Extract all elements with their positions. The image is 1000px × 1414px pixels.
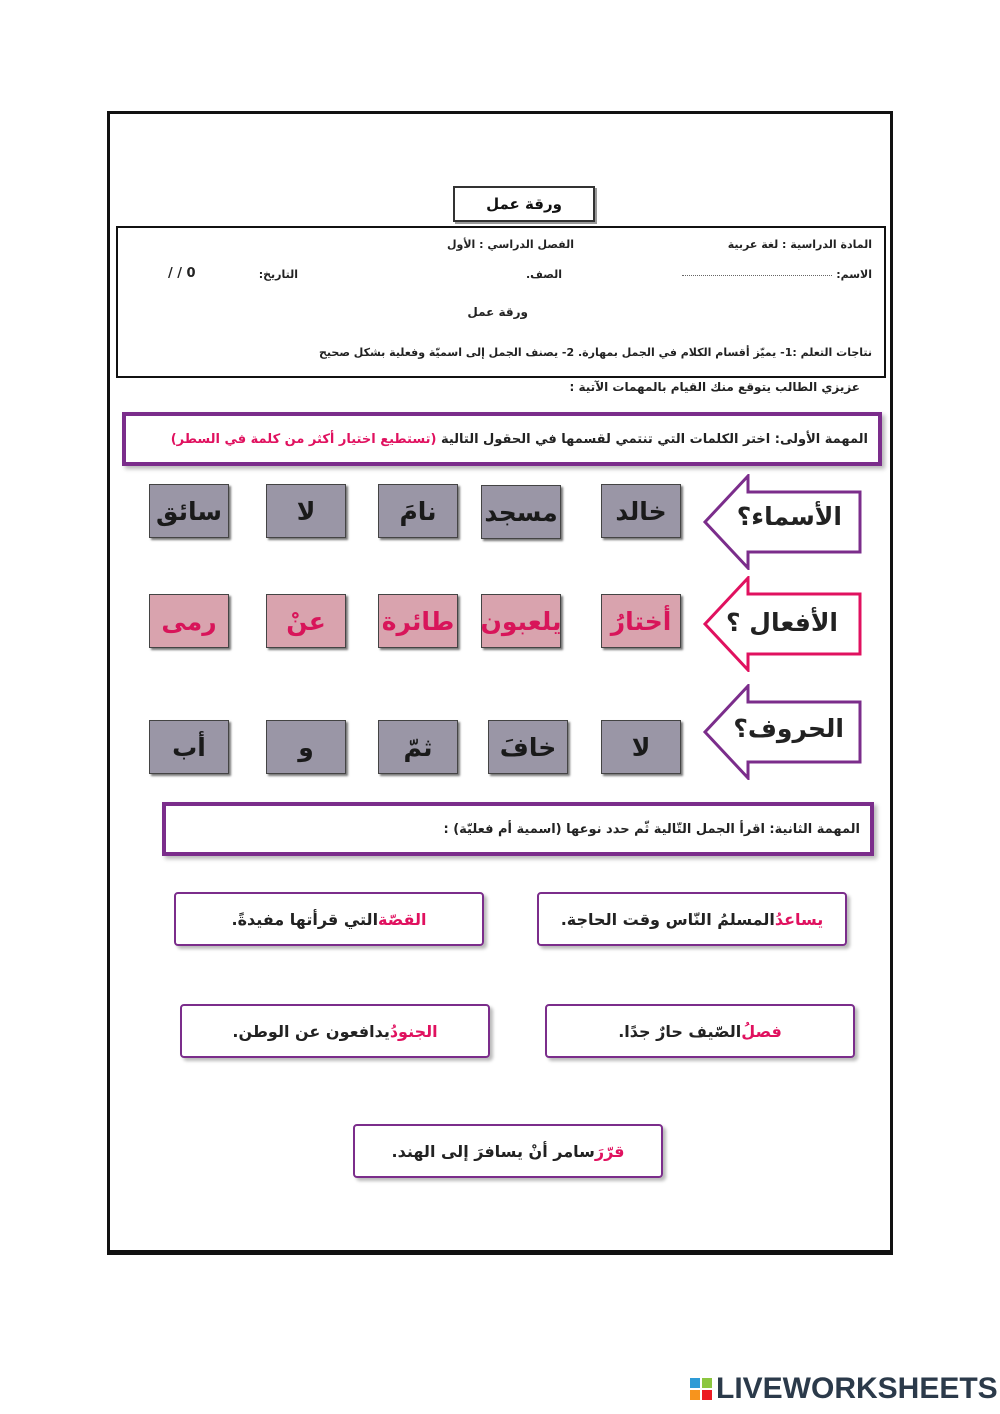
word-tile[interactable]: لا bbox=[266, 484, 346, 538]
word-tile[interactable]: سائق bbox=[149, 484, 229, 538]
word-tile[interactable]: ثمّ bbox=[378, 720, 458, 774]
learning-outcomes: نتاجات التعلم :1- يميّز أقسام الكلام في الجمل بمهارة. 2- يصنف الجمل إلى اسميّة وفعلية بشكل صحيح bbox=[318, 346, 872, 359]
date-value: / / 0 bbox=[168, 266, 196, 281]
word-tile[interactable]: أختارُ bbox=[601, 594, 681, 648]
word-tile[interactable]: عنْ bbox=[266, 594, 346, 648]
word-tile[interactable]: خالد bbox=[601, 484, 681, 538]
logo-text: LIVEWORKSHEETS bbox=[716, 1372, 998, 1405]
name-blank[interactable] bbox=[682, 275, 832, 276]
sentence-first-word: القصّة bbox=[378, 909, 427, 929]
sentence-first-word: يساعدُ bbox=[774, 909, 824, 929]
sentence-rest: المسلمُ النّاس وقت الحاجة. bbox=[560, 909, 775, 929]
nouns-label: الأسماء؟ bbox=[736, 502, 842, 531]
sentence-card[interactable] bbox=[353, 1124, 663, 1178]
sentence-card[interactable] bbox=[180, 1004, 490, 1058]
name-field[interactable] bbox=[682, 268, 872, 281]
particles-label: الحروف؟ bbox=[733, 714, 844, 743]
logo-square bbox=[702, 1390, 712, 1400]
logo-mark-icon bbox=[690, 1378, 712, 1400]
logo-square bbox=[702, 1378, 712, 1388]
word-tile[interactable]: يلعبون bbox=[481, 594, 561, 648]
subtitle: ورقة عمل bbox=[467, 305, 528, 319]
sentence-rest: التي قرأتها مفيدةً. bbox=[231, 909, 379, 929]
logo-square bbox=[690, 1390, 700, 1400]
word-tile[interactable]: نامَ bbox=[378, 484, 458, 538]
task1-box bbox=[122, 412, 882, 466]
sentence-first-word: الجنودُ bbox=[389, 1021, 438, 1041]
word-tile[interactable]: أب bbox=[149, 720, 229, 774]
task1-instruction: المهمة الأولى: اختر الكلمات التي تنتمي لقسمها في الحقول التالية bbox=[440, 431, 868, 447]
worksheet-title: ورقة عمل bbox=[453, 186, 595, 222]
sentence-rest: الصّيف حارٌ جدًا. bbox=[618, 1021, 742, 1041]
word-tile[interactable]: رمى bbox=[149, 594, 229, 648]
subject-label: المادة الدراسية : لغة عربية bbox=[727, 238, 872, 251]
word-tile[interactable]: مسجد bbox=[481, 485, 561, 539]
sentence-first-word: قرّرَ bbox=[594, 1141, 625, 1161]
task2-instruction: المهمة الثانية: اقرأ الجمل التّالية ثّم حدد نوعها (اسمية أم فعليّة) : bbox=[443, 821, 860, 837]
verbs-label: الأفعال ؟ bbox=[726, 608, 838, 637]
date-label: التاريخ: bbox=[258, 268, 298, 281]
logo-square bbox=[690, 1378, 700, 1388]
semester-label: الفصل الدراسي : الأول bbox=[446, 238, 574, 251]
class-label: الصف. bbox=[525, 268, 562, 281]
task2-box bbox=[162, 802, 874, 856]
word-tile[interactable]: طائرة bbox=[378, 594, 458, 648]
sentence-first-word: فصلُ bbox=[741, 1021, 782, 1041]
sentence-rest: يدافعون عن الوطن. bbox=[232, 1021, 390, 1041]
liveworksheets-logo bbox=[690, 1372, 998, 1406]
word-tile[interactable]: خافَ bbox=[488, 720, 568, 774]
sentence-card[interactable] bbox=[174, 892, 484, 946]
sentence-card[interactable] bbox=[537, 892, 847, 946]
task1-hint: (تستطيع اختيار أكثر من كلمة في السطر) bbox=[170, 431, 437, 447]
intro-text: عزيزي الطالب يتوقع منك القيام بالمهمات الآتية : bbox=[569, 380, 860, 394]
word-tile[interactable]: لا bbox=[601, 720, 681, 774]
sentence-rest: سامر أنْ يسافرَ إلى الهند. bbox=[391, 1141, 595, 1161]
name-label: الاسم: bbox=[836, 268, 872, 281]
word-tile[interactable]: و bbox=[266, 720, 346, 774]
sentence-card[interactable] bbox=[545, 1004, 855, 1058]
